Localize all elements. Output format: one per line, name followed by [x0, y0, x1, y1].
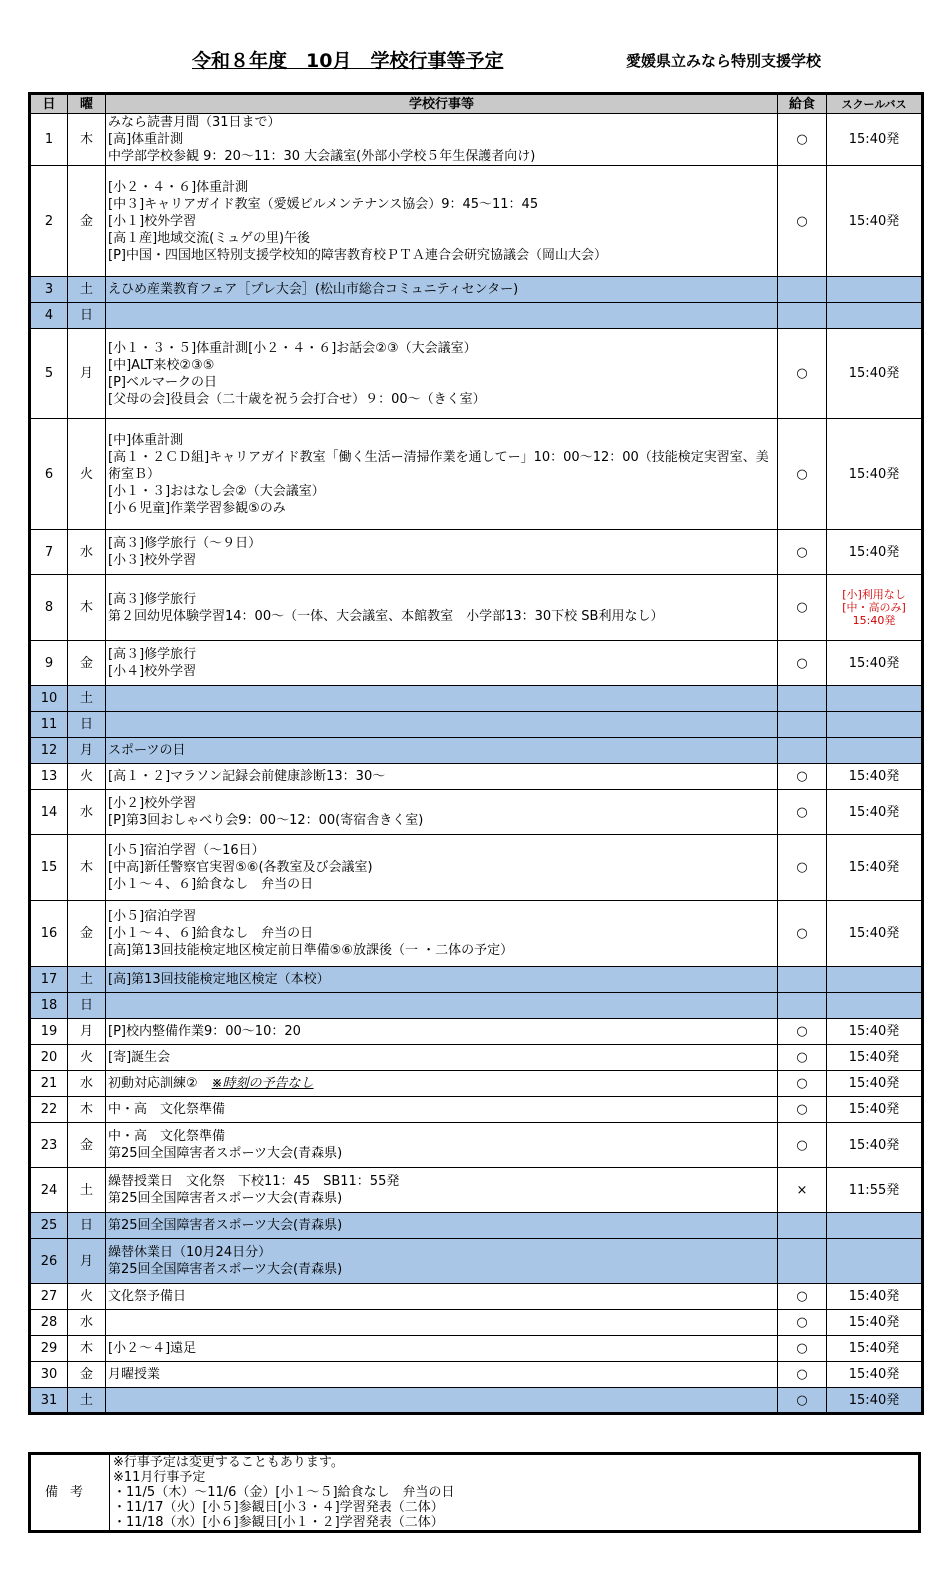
- weekday-cell: 木: [68, 575, 106, 641]
- events-cell: [106, 1239, 778, 1284]
- bus-cell: [小]利用なし [中・高のみ] 15:40発: [827, 575, 923, 641]
- lunch-cell: [778, 686, 827, 712]
- bus-cell: 15:40発: [827, 419, 923, 530]
- bus-cell: 15:40発: [827, 1362, 923, 1388]
- table-row: [30, 329, 923, 419]
- lunch-cell: ○: [778, 1019, 827, 1045]
- events-text: 繰替休業日（10月24日分） 第25回全国障害者スポーツ大会(青森県): [108, 1245, 343, 1277]
- events-cell: [106, 1362, 778, 1388]
- weekday-cell: 木: [68, 1097, 106, 1123]
- lunch-cell: [778, 1213, 827, 1239]
- notes-label: 備考: [30, 1454, 110, 1532]
- weekday-cell: 日: [68, 712, 106, 738]
- lunch-cell: ○: [778, 114, 827, 166]
- events-cell: [106, 738, 778, 764]
- table-row: [30, 967, 923, 993]
- day-cell: 4: [30, 303, 68, 329]
- weekday-cell: 金: [68, 1362, 106, 1388]
- bus-cell: [827, 1239, 923, 1284]
- events-text: [高]第13回技能検定地区検定（本校）: [108, 972, 330, 987]
- events-cell: [106, 967, 778, 993]
- lunch-cell: ○: [778, 575, 827, 641]
- day-cell: 31: [30, 1388, 68, 1414]
- events-text: 初動対応訓練②: [108, 1076, 198, 1091]
- schedule-table: [28, 92, 924, 1415]
- weekday-cell: 土: [68, 1388, 106, 1414]
- day-cell: 30: [30, 1362, 68, 1388]
- lunch-cell: [778, 1239, 827, 1284]
- header-school-bus: スクールバス: [827, 94, 923, 114]
- day-cell: 11: [30, 712, 68, 738]
- weekday-cell: 土: [68, 1168, 106, 1213]
- bus-cell: 15:40発: [827, 790, 923, 835]
- lunch-cell: ○: [778, 790, 827, 835]
- day-cell: 3: [30, 277, 68, 303]
- day-cell: 28: [30, 1310, 68, 1336]
- lunch-cell: ○: [778, 1071, 827, 1097]
- day-cell: 16: [30, 901, 68, 967]
- bus-cell: [827, 712, 923, 738]
- table-header-row: [30, 94, 923, 114]
- day-cell: 10: [30, 686, 68, 712]
- events-cell: [106, 1019, 778, 1045]
- events-text: [中]体重計測 [高１・２ＣＤ組]キャリアガイド教室「働く生活ー清掃作業を通してー」10：00～12：00（技能検定実習室、美術室Ｂ） [小１・３]おはなし会②（大会議室） [小６児童]作業学習参観⑤のみ: [108, 432, 769, 516]
- events-text: 中・高 文化祭準備 第25回全国障害者スポーツ大会(青森県): [108, 1129, 343, 1161]
- weekday-cell: 火: [68, 1045, 106, 1071]
- events-text: [寄]誕生会: [108, 1050, 171, 1065]
- events-text: [高３]修学旅行 第２回幼児体験学習14：00～（一体、大会議室、本館教室 小学部13：30下校 SB利用なし）: [108, 591, 664, 624]
- bus-cell: 15:40発: [827, 835, 923, 901]
- day-cell: 22: [30, 1097, 68, 1123]
- day-cell: 25: [30, 1213, 68, 1239]
- bus-cell: [827, 967, 923, 993]
- events-text: [小２]校外学習 [P]第3回おしゃべり会9：00～12：00(寄宿舎きく室): [108, 796, 424, 828]
- events-text: [小２・４・６]体重計測 [中３]キャリアガイド教室（愛媛ビルメンテナンス協会）9：45～11：45 [小１]校外学習 [高１産]地域交流(ミュゲの里)午後 [P]中国・四国地区特別支援学校知的障害教育校ＰＴＡ連合会研究協議会（岡山大会）: [108, 179, 607, 263]
- table-row: [30, 1213, 923, 1239]
- day-cell: 6: [30, 419, 68, 530]
- events-cell: [106, 1284, 778, 1310]
- bus-cell: 15:40発: [827, 1045, 923, 1071]
- lunch-cell: [778, 277, 827, 303]
- bus-cell: [827, 303, 923, 329]
- table-row: [30, 114, 923, 166]
- table-row: [30, 419, 923, 530]
- bus-cell: 15:40発: [827, 1388, 923, 1414]
- events-cell: [106, 686, 778, 712]
- weekday-cell: 月: [68, 1239, 106, 1284]
- table-row: [30, 303, 923, 329]
- bus-cell: 15:40発: [827, 166, 923, 277]
- weekday-cell: 火: [68, 419, 106, 530]
- table-row: [30, 575, 923, 641]
- day-cell: 15: [30, 835, 68, 901]
- events-cell: [106, 1213, 778, 1239]
- weekday-cell: 火: [68, 1284, 106, 1310]
- bus-cell: 11:55発: [827, 1168, 923, 1213]
- weekday-cell: 木: [68, 1336, 106, 1362]
- weekday-cell: 水: [68, 1071, 106, 1097]
- notes-text: ※行事予定は変更することもあります。 ※11月行事予定 ・11/5（木）～11/6（金）[小１～５]給食なし 弁当の日 ・11/17（火）[小５]参観日[小３・４]学習発表（二体） ・11/18（水）[小６]参観日[小１・２]学習発表（二体）: [110, 1454, 920, 1532]
- events-text: [小１・３・５]体重計測[小２・４・６]お話会②③（大会議室） [中]ALT来校②③⑤ [P]ベルマークの日 [父母の会]役員会（二十歳を祝う会打合せ）９：00～（きく室）: [108, 340, 486, 407]
- lunch-cell: ○: [778, 901, 827, 967]
- events-cell: [106, 1310, 778, 1336]
- table-row: [30, 686, 923, 712]
- lunch-cell: ○: [778, 166, 827, 277]
- header-day: 日: [30, 94, 68, 114]
- events-text: [小５]宿泊学習 [小１～４、６]給食なし 弁当の日 [高]第13回技能検定地区検定前日準備⑤⑥放課後（一 ・二体の予定）: [108, 909, 514, 958]
- lunch-cell: [778, 967, 827, 993]
- lunch-cell: ×: [778, 1168, 827, 1213]
- bus-cell: 15:40発: [827, 764, 923, 790]
- events-cell: [106, 575, 778, 641]
- events-text: [P]校内整備作業9：00～10：20: [108, 1024, 301, 1039]
- lunch-cell: ○: [778, 641, 827, 686]
- bus-cell: 15:40発: [827, 1310, 923, 1336]
- table-row: [30, 1045, 923, 1071]
- table-row: [30, 277, 923, 303]
- events-cell: [106, 641, 778, 686]
- day-cell: 9: [30, 641, 68, 686]
- events-cell: [106, 419, 778, 530]
- lunch-cell: ○: [778, 1310, 827, 1336]
- events-text: みなら読書月間（31日まで） [高]体重計測 中学部学校参観 9：20～11：30 大会議室(外部小学校５年生保護者向け): [108, 115, 536, 164]
- events-cell: [106, 530, 778, 575]
- bus-cell: [827, 993, 923, 1019]
- bus-cell: [827, 277, 923, 303]
- events-cell: [106, 835, 778, 901]
- events-cell: [106, 764, 778, 790]
- lunch-cell: ○: [778, 530, 827, 575]
- table-row: [30, 1168, 923, 1213]
- lunch-cell: ○: [778, 1336, 827, 1362]
- table-row: [30, 835, 923, 901]
- school-name: 愛媛県立みなら特別支援学校: [626, 52, 822, 70]
- table-row: [30, 1239, 923, 1284]
- events-text: スポーツの日: [108, 743, 186, 758]
- table-row: [30, 993, 923, 1019]
- table-row: [30, 1019, 923, 1045]
- table-row: [30, 712, 923, 738]
- lunch-cell: ○: [778, 419, 827, 530]
- day-cell: 8: [30, 575, 68, 641]
- events-cell: [106, 1071, 778, 1097]
- events-text: 文化祭予備日: [108, 1289, 187, 1304]
- weekday-cell: 日: [68, 303, 106, 329]
- weekday-cell: 火: [68, 764, 106, 790]
- weekday-cell: 金: [68, 166, 106, 277]
- lunch-cell: ○: [778, 1362, 827, 1388]
- day-cell: 20: [30, 1045, 68, 1071]
- weekday-cell: 土: [68, 967, 106, 993]
- day-cell: 17: [30, 967, 68, 993]
- weekday-cell: 月: [68, 329, 106, 419]
- header-events: 学校行事等: [106, 94, 778, 114]
- events-text: 第25回全国障害者スポーツ大会(青森県): [108, 1218, 343, 1233]
- day-cell: 21: [30, 1071, 68, 1097]
- day-cell: 12: [30, 738, 68, 764]
- day-cell: 18: [30, 993, 68, 1019]
- events-cell: [106, 901, 778, 967]
- bus-cell: 15:40発: [827, 641, 923, 686]
- events-cell: [106, 993, 778, 1019]
- weekday-cell: 月: [68, 738, 106, 764]
- weekday-cell: 水: [68, 1310, 106, 1336]
- notes-table: [28, 1452, 921, 1533]
- day-cell: 24: [30, 1168, 68, 1213]
- lunch-cell: ○: [778, 764, 827, 790]
- table-row: [30, 790, 923, 835]
- table-row: [30, 764, 923, 790]
- table-row: [30, 530, 923, 575]
- day-cell: 13: [30, 764, 68, 790]
- table-row: [30, 641, 923, 686]
- events-cell: [106, 277, 778, 303]
- events-cell: [106, 303, 778, 329]
- table-row: [30, 1097, 923, 1123]
- table-row: [30, 1362, 923, 1388]
- lunch-cell: ○: [778, 1284, 827, 1310]
- events-text: 中・高 文化祭準備: [108, 1102, 226, 1117]
- bus-cell: 15:40発: [827, 1097, 923, 1123]
- weekday-cell: 土: [68, 277, 106, 303]
- table-row: [30, 738, 923, 764]
- bus-cell: 15:40発: [827, 114, 923, 166]
- lunch-cell: [778, 738, 827, 764]
- bus-cell: 15:40発: [827, 1019, 923, 1045]
- page-title: 令和８年度 10月 学校行事等予定: [192, 50, 504, 72]
- bus-cell: [827, 1213, 923, 1239]
- bus-cell: 15:40発: [827, 1284, 923, 1310]
- weekday-cell: 金: [68, 901, 106, 967]
- weekday-cell: 水: [68, 790, 106, 835]
- weekday-cell: 日: [68, 993, 106, 1019]
- lunch-cell: ○: [778, 1097, 827, 1123]
- header-weekday: 曜: [68, 94, 106, 114]
- events-cell: [106, 1168, 778, 1213]
- lunch-cell: [778, 303, 827, 329]
- events-text: [高１・２]マラソン記録会前健康診断13：30～: [108, 769, 386, 784]
- events-text: [小５]宿泊学習（～16日） [中高]新任警察官実習⑤⑥(各教室及び会議室) [小１～４、６]給食なし 弁当の日: [108, 843, 373, 892]
- day-cell: 2: [30, 166, 68, 277]
- events-cell: [106, 790, 778, 835]
- bus-cell: 15:40発: [827, 329, 923, 419]
- day-cell: 26: [30, 1239, 68, 1284]
- weekday-cell: 水: [68, 530, 106, 575]
- day-cell: 14: [30, 790, 68, 835]
- bus-cell: 15:40発: [827, 901, 923, 967]
- header-lunch: 給食: [778, 94, 827, 114]
- table-row: [30, 1336, 923, 1362]
- events-cell: [106, 329, 778, 419]
- day-cell: 23: [30, 1123, 68, 1168]
- events-cell: [106, 166, 778, 277]
- weekday-cell: 木: [68, 835, 106, 901]
- table-row: [30, 1284, 923, 1310]
- events-text: 月曜授業: [108, 1367, 161, 1382]
- table-row: [30, 166, 923, 277]
- weekday-cell: 金: [68, 1123, 106, 1168]
- lunch-cell: ○: [778, 1388, 827, 1414]
- weekday-cell: 金: [68, 641, 106, 686]
- day-cell: 29: [30, 1336, 68, 1362]
- bus-cell: [827, 738, 923, 764]
- day-cell: 5: [30, 329, 68, 419]
- table-row: [30, 1071, 923, 1097]
- events-cell: [106, 1123, 778, 1168]
- events-note: ※時刻の予告なし: [211, 1076, 314, 1091]
- weekday-cell: 日: [68, 1213, 106, 1239]
- events-cell: [106, 712, 778, 738]
- events-cell: [106, 1336, 778, 1362]
- table-row: [30, 1310, 923, 1336]
- events-text: えひめ産業教育フェア［プレ大会］(松山市総合コミュニティセンター): [108, 282, 519, 297]
- day-cell: 19: [30, 1019, 68, 1045]
- events-cell: [106, 1388, 778, 1414]
- lunch-cell: ○: [778, 329, 827, 419]
- events-cell: [106, 1097, 778, 1123]
- events-text: [高３]修学旅行 [小４]校外学習: [108, 647, 197, 679]
- lunch-cell: [778, 712, 827, 738]
- events-cell: [106, 1045, 778, 1071]
- table-row: [30, 1123, 923, 1168]
- bus-cell: 15:40発: [827, 1123, 923, 1168]
- lunch-cell: ○: [778, 835, 827, 901]
- weekday-cell: 土: [68, 686, 106, 712]
- day-cell: 7: [30, 530, 68, 575]
- weekday-cell: 木: [68, 114, 106, 166]
- day-cell: 1: [30, 114, 68, 166]
- table-row: [30, 901, 923, 967]
- table-row: [30, 1388, 923, 1414]
- bus-cell: 15:40発: [827, 530, 923, 575]
- weekday-cell: 月: [68, 1019, 106, 1045]
- lunch-cell: ○: [778, 1045, 827, 1071]
- events-cell: [106, 114, 778, 166]
- bus-cell: [827, 686, 923, 712]
- bus-cell: 15:40発: [827, 1336, 923, 1362]
- day-cell: 27: [30, 1284, 68, 1310]
- lunch-cell: ○: [778, 1123, 827, 1168]
- events-text: [小２～４]遠足: [108, 1341, 197, 1356]
- events-text: 繰替授業日 文化祭 下校11：45 SB11：55発 第25回全国障害者スポーツ大会(青森県): [108, 1174, 400, 1206]
- bus-cell: 15:40発: [827, 1071, 923, 1097]
- lunch-cell: [778, 993, 827, 1019]
- events-text: [高３]修学旅行（～９日） [小３]校外学習: [108, 536, 262, 568]
